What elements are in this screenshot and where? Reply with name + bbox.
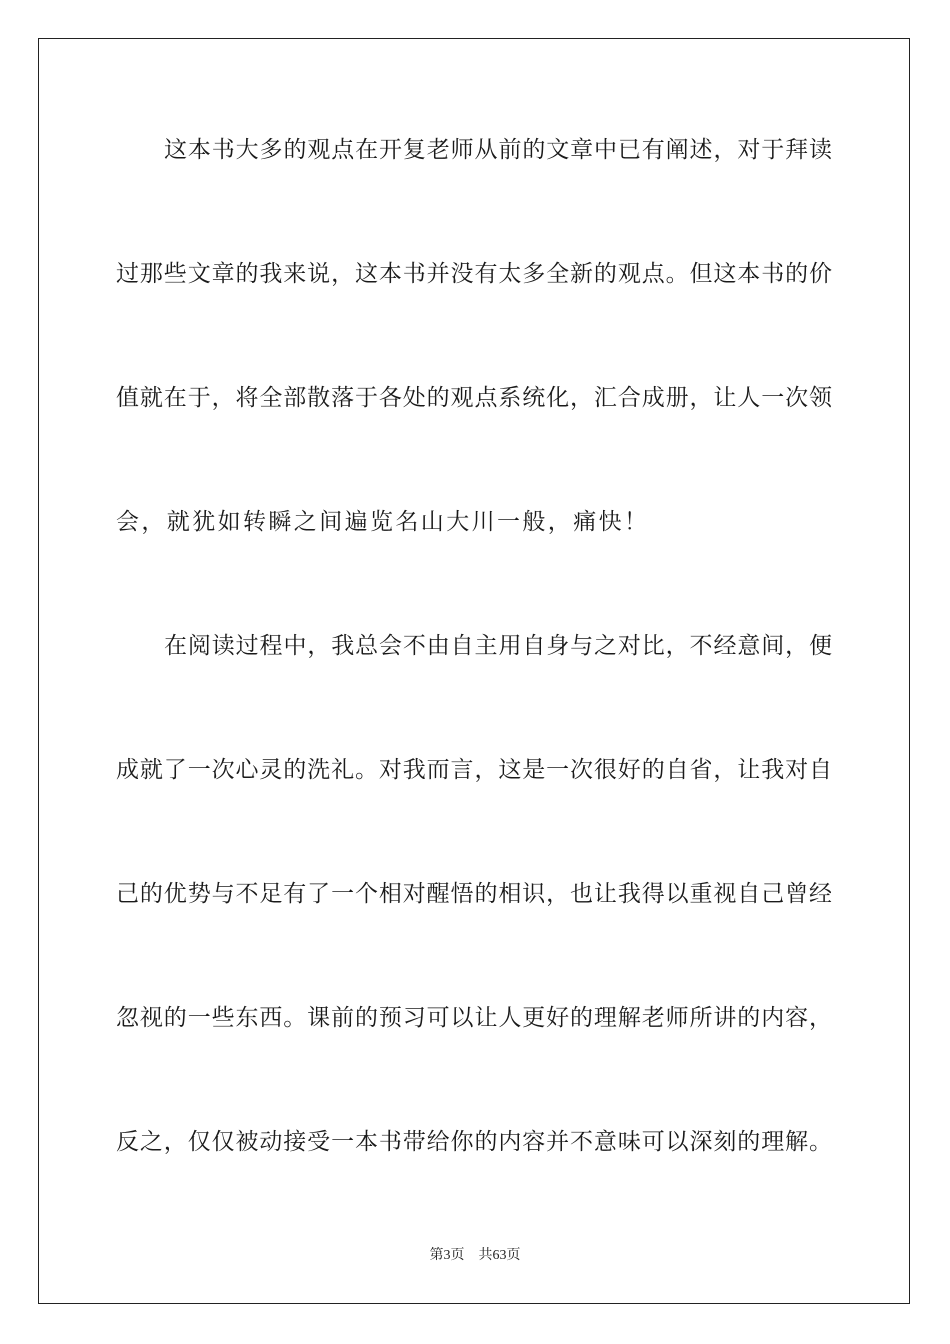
paragraph-1-line-3: 值就在于，将全部散落于各处的观点系统化，汇合成册，让人一次领: [116, 385, 832, 411]
paragraph-2-line-5: 反之，仅仅被动接受一本书带给你的内容并不意味可以深刻的理解。: [116, 1129, 832, 1155]
total-pages: 共63页: [478, 1248, 521, 1263]
page-footer: [0, 1246, 950, 1266]
page-number: 第3页: [429, 1248, 465, 1263]
paragraph-2-line-4: 忽视的一些东西。课前的预习可以让人更好的理解老师所讲的内容，: [116, 1005, 832, 1031]
paragraph-1-line-1: 这本书大多的观点在开复老师从前的文章中已有阐述，对于拜读: [164, 137, 832, 163]
paragraph-1-line-4: 会，就犹如转瞬之间遍览名山大川一般，痛快！: [116, 509, 650, 535]
paragraph-2-line-3: 己的优势与不足有了一个相对醒悟的相识，也让我得以重视自己曾经: [116, 881, 832, 907]
paragraph-2-line-2: 成就了一次心灵的洗礼。对我而言，这是一次很好的自省，让我对自: [116, 757, 832, 783]
page-border: [38, 38, 910, 1304]
paragraph-1-line-2: 过那些文章的我来说，这本书并没有太多全新的观点。但这本书的价: [116, 261, 832, 287]
paragraph-2-line-1: 在阅读过程中，我总会不由自主用自身与之对比，不经意间，便: [164, 633, 832, 659]
